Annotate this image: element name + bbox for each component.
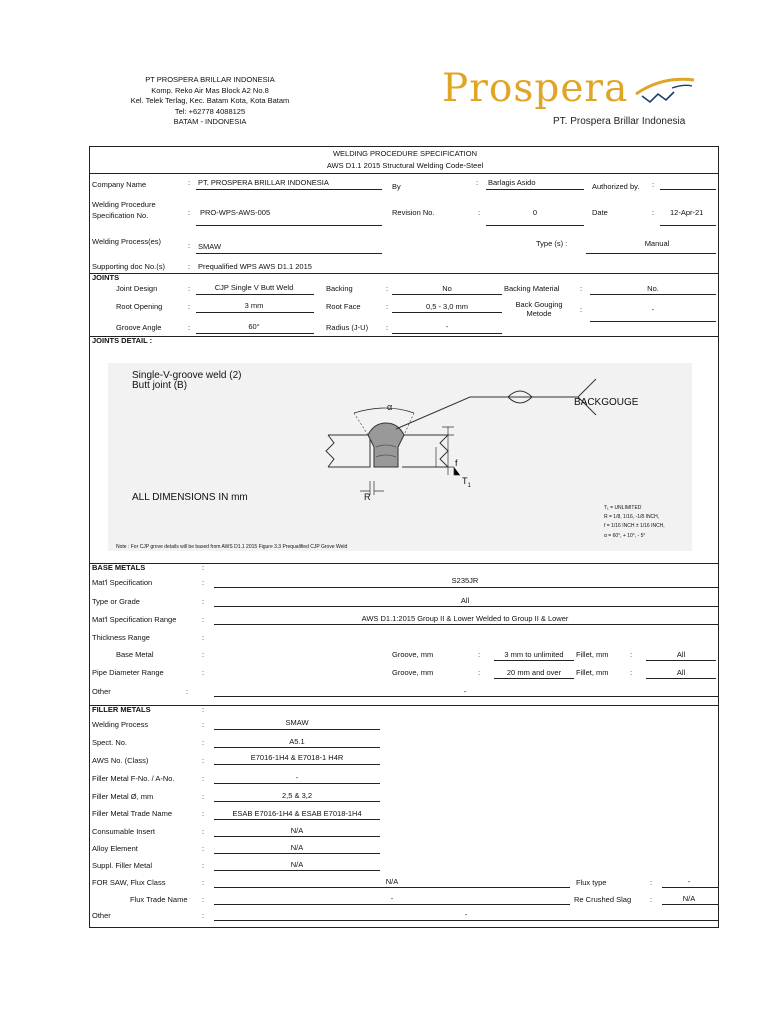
filler-other-label: Other [92, 911, 111, 920]
company-city: BATAM - INDONESIA [173, 117, 247, 126]
consumable-insert-value: N/A [290, 826, 304, 835]
tolerance-line-4: α = 60°, + 10°, - 5° [604, 533, 646, 539]
trade-name-label: Filler Metal Trade Name [92, 809, 173, 818]
filler-other-value: - [464, 910, 468, 919]
joints-detail-heading: JOINTS DETAIL : [92, 336, 153, 345]
date-label: Date [592, 208, 608, 217]
authorized-by-label: Authorized by. [592, 182, 640, 191]
tolerance-line-1: T₁ = UNLIMITED [604, 505, 642, 511]
company-phone: Tel: +62778 4088125 [174, 106, 246, 116]
matl-spec-range-value: AWS D1.1:2015 Group II & Lower Welded to Group II & Lower [361, 614, 569, 623]
joints-section-heading: JOINTS [92, 273, 120, 282]
groove-value: 3 mm to unlimited [504, 650, 564, 659]
company-name-value: PT. PROSPERA BRILLAR INDONESIA [198, 178, 329, 187]
pipe-groove-value: 20 mm and over [506, 668, 562, 677]
matl-spec-range-label: Mat'l Specification Range [92, 615, 177, 624]
diagram-caption-1: Single-V-groove weld (2) [132, 370, 242, 381]
company-address-line-1: Komp. Reko Air Mas Block A2 No.8 [151, 85, 269, 95]
diagram-note: Note : For CJP grove details will be based from AWS D1.1 2015 Figure 3.3 Prequalified CJP Grove Weld [116, 544, 348, 550]
r-label: R [364, 492, 371, 502]
type-label: Type (s) : [536, 239, 568, 248]
groove-angle-label: Groove Angle [116, 323, 162, 332]
filler-dia-value: 2,5 & 3,2 [281, 791, 313, 800]
radius-value: - [445, 322, 449, 331]
wps-number-label-2: Specification No. [92, 211, 149, 220]
radius-label: Radius (J-U) [326, 323, 369, 332]
pipe-fillet-label: Fillet, mm [576, 668, 609, 677]
back-gouging-label-2: Metode [526, 309, 552, 318]
pipe-groove-label: Groove, mm [392, 668, 434, 677]
saw-flux-class-value: N/A [385, 877, 399, 886]
consumable-insert-label: Consumable Insert [92, 827, 155, 836]
root-opening-value: 3 mm [244, 301, 264, 310]
doc-subtitle: AWS D1.1 2015 Structural Welding Code-Steel [326, 161, 484, 170]
logo-wordmark: Prospera [442, 66, 629, 111]
fillet-value: All [676, 650, 686, 659]
root-face-value: 0,5 - 3,0 mm [425, 302, 469, 311]
matl-spec-label: Mat'l Specification [92, 578, 153, 587]
thickness-range-label: Thickness Range [92, 633, 150, 642]
supporting-doc-value: Prequalified WPS AWS D1.1 2015 [198, 262, 312, 271]
f-no-label: Filler Metal F-No. / A-No. [92, 774, 175, 783]
flux-trade-name-value: - [390, 894, 394, 903]
filler-process-label: Welding Process [92, 720, 149, 729]
by-label: By [392, 182, 401, 191]
revision-value: 0 [532, 208, 538, 217]
backing-material-label: Backing Material [504, 284, 560, 293]
backing-label: Backing [326, 284, 353, 293]
aws-class-value: E7016-1H4 & E7018-1 H4R [250, 753, 344, 762]
suppl-filler-value: N/A [290, 860, 304, 869]
groove-angle-value: 60° [248, 322, 260, 331]
diagram-caption-2: Butt joint (B) [132, 380, 188, 391]
spect-no-label: Spect. No. [92, 738, 128, 747]
f-label: f [455, 458, 458, 468]
pipe-fillet-value: All [676, 668, 686, 677]
wps-number-value: PRO-WPS-AWS-005 [200, 208, 271, 217]
date-value: 12-Apr-21 [670, 208, 704, 217]
wps-number-label-1: Welding Procedure [92, 200, 156, 209]
filler-metals-heading: FILLER METALS [92, 705, 151, 714]
doc-title: WELDING PROCEDURE SPECIFICATION [332, 149, 478, 158]
type-value: Manual [644, 239, 670, 248]
flux-type-label: Flux type [576, 878, 607, 887]
company-address-line-2: Kel. Telek Terlag, Kec. Batam Kota, Kota Batam [130, 96, 290, 105]
alloy-element-label: Alloy Element [92, 844, 138, 853]
base-other-label: Other [92, 687, 111, 696]
backgouge-label: BACKGOUGE [574, 397, 639, 408]
company-name-label: Company Name [92, 180, 147, 189]
backing-value: No [442, 284, 452, 293]
trade-name-value: ESAB E7016-1H4 & ESAB E7018-1H4 [232, 809, 362, 818]
t1-label: $T_1$ [462, 476, 471, 489]
spect-no-value: A5.1 [289, 737, 305, 746]
alpha-label: α [387, 402, 393, 412]
flux-trade-name-label: Flux Trade Name [130, 895, 188, 904]
groove-label: Groove, mm [392, 650, 434, 659]
recrushed-slag-label: Re Crushed Slag [574, 895, 632, 904]
root-face-label: Root Face [326, 302, 361, 311]
base-other-value: - [463, 687, 467, 696]
supporting-doc-label: Supporting doc No.(s) [92, 262, 165, 271]
suppl-filler-label: Suppl. Filler Metal [92, 861, 153, 870]
all-dimensions-label: ALL DIMENSIONS IN mm [132, 492, 248, 503]
fillet-label: Fillet, mm [576, 650, 609, 659]
company-address-block [100, 75, 320, 128]
back-gouging-value: - [651, 305, 655, 314]
company-name: PT PROSPERA BRILLAR INDONESIA [145, 75, 275, 84]
flux-type-value: - [687, 877, 691, 886]
welding-process-value: SMAW [198, 242, 222, 251]
wps-form: WELDING PROCEDURE SPECIFICATION AWS D1.1 2015 Structural Welding Code-Steel Company Name : PT. PROSPERA BRILLAR INDONESIA By : Barlagis Asido Authorized by. : Welding Procedure Specification No. : PRO-WPS-AWS-005 Revision No. : 0 Date : 12-Apr-21 Welding Process(es) : SMAW Type (s) : Manual Supporting doc No.(s) : Prequalified WPS AWS D1.1 2015 JOINTS Joint Design : CJP Single V Butt Weld Backing : No Backing Material : No. Root Opening : 3 mm Root Face : 0,5 - 3,0 mm Back Gouging Metode : - Groove Angle : 60° Radius (J-U) : - JOINTS DETAIL : Single-V-groove weld (2) Butt joint (B) BACKGOUGE α f $T_1$ R ALL DIMENSIONS IN mm T₁ = UNLIMITED R = 1/8, 1/16, -1/8 INCH, f = 1/16 INCH ± 1/16 INCH, α = 60°, + 10°, - 5° Note : For CJP grove details will be based from AWS D1.1 2015 Figure 3.3 Prequalified CJP Grove Weld BASE METALS : Mat'l Specification : S235JR Type or Grade : All Mat'l Specification Range : AWS D1.1:2015 Group II & Lower Welded to Group II & Lower Thickness Range : Base Metal : Groove, mm : 3 mm to unlimited Fillet, mm : All Pipe Diameter Range : Groove, mm : 20 mm and over Fillet, mm : All Other : - FILLER METALS : Welding Process : SMAW Spect. No. : A5.1 AWS No. (Class) : E7016-1H4 & E7018-1 H4R Filler Metal F-No. / A-No. : - Filler Metal Ø, mm : 2,5 & 3,2 Filler Metal Trade Name : ESAB E7016-1H4 & ESAB E7018-1H4 Consumable Insert : N/A Alloy Element : N/A Suppl. Filler Metal : N/A FOR SAW, Flux Class : N/A Flux type : - Flux Trade Name : - Re Crushed Slag : N/A Other : - [89, 146, 719, 928]
tolerance-line-3: f = 1/16 INCH ± 1/16 INCH, [604, 523, 665, 529]
revision-label: Revision No. [392, 208, 435, 217]
alloy-element-value: N/A [290, 843, 304, 852]
type-grade-label: Type or Grade [92, 597, 140, 606]
f-no-value: - [295, 773, 299, 782]
logo-swoosh-icon [632, 74, 698, 108]
company-logo [442, 66, 712, 130]
backing-material-value: No. [647, 284, 659, 293]
saw-flux-class-label: FOR SAW, Flux Class [92, 878, 166, 887]
base-metals-heading: BASE METALS [92, 563, 146, 572]
welding-process-label: Welding Process(es) [92, 237, 162, 246]
logo-subtitle: PT. Prospera Brillar Indonesia [553, 116, 686, 127]
matl-spec-value: S235JR [451, 576, 479, 585]
aws-class-label: AWS No. (Class) [92, 756, 149, 765]
pipe-diameter-label: Pipe Diameter Range [92, 668, 164, 677]
filler-dia-label: Filler Metal Ø, mm [92, 792, 154, 801]
joint-design-value: CJP Single V Butt Weld [214, 283, 294, 292]
joint-design-label: Joint Design [116, 284, 158, 293]
root-opening-label: Root Opening [116, 302, 163, 311]
recrushed-slag-value: N/A [682, 894, 696, 903]
back-gouging-label-1: Back Gouging [515, 300, 563, 309]
type-grade-value: All [460, 596, 470, 605]
tolerance-line-2: R = 1/8, 1/16, -1/8 INCH, [604, 514, 660, 520]
filler-process-value: SMAW [285, 718, 309, 727]
base-metal-label: Base Metal [116, 650, 154, 659]
by-value: Barlagis Asido [488, 178, 536, 187]
